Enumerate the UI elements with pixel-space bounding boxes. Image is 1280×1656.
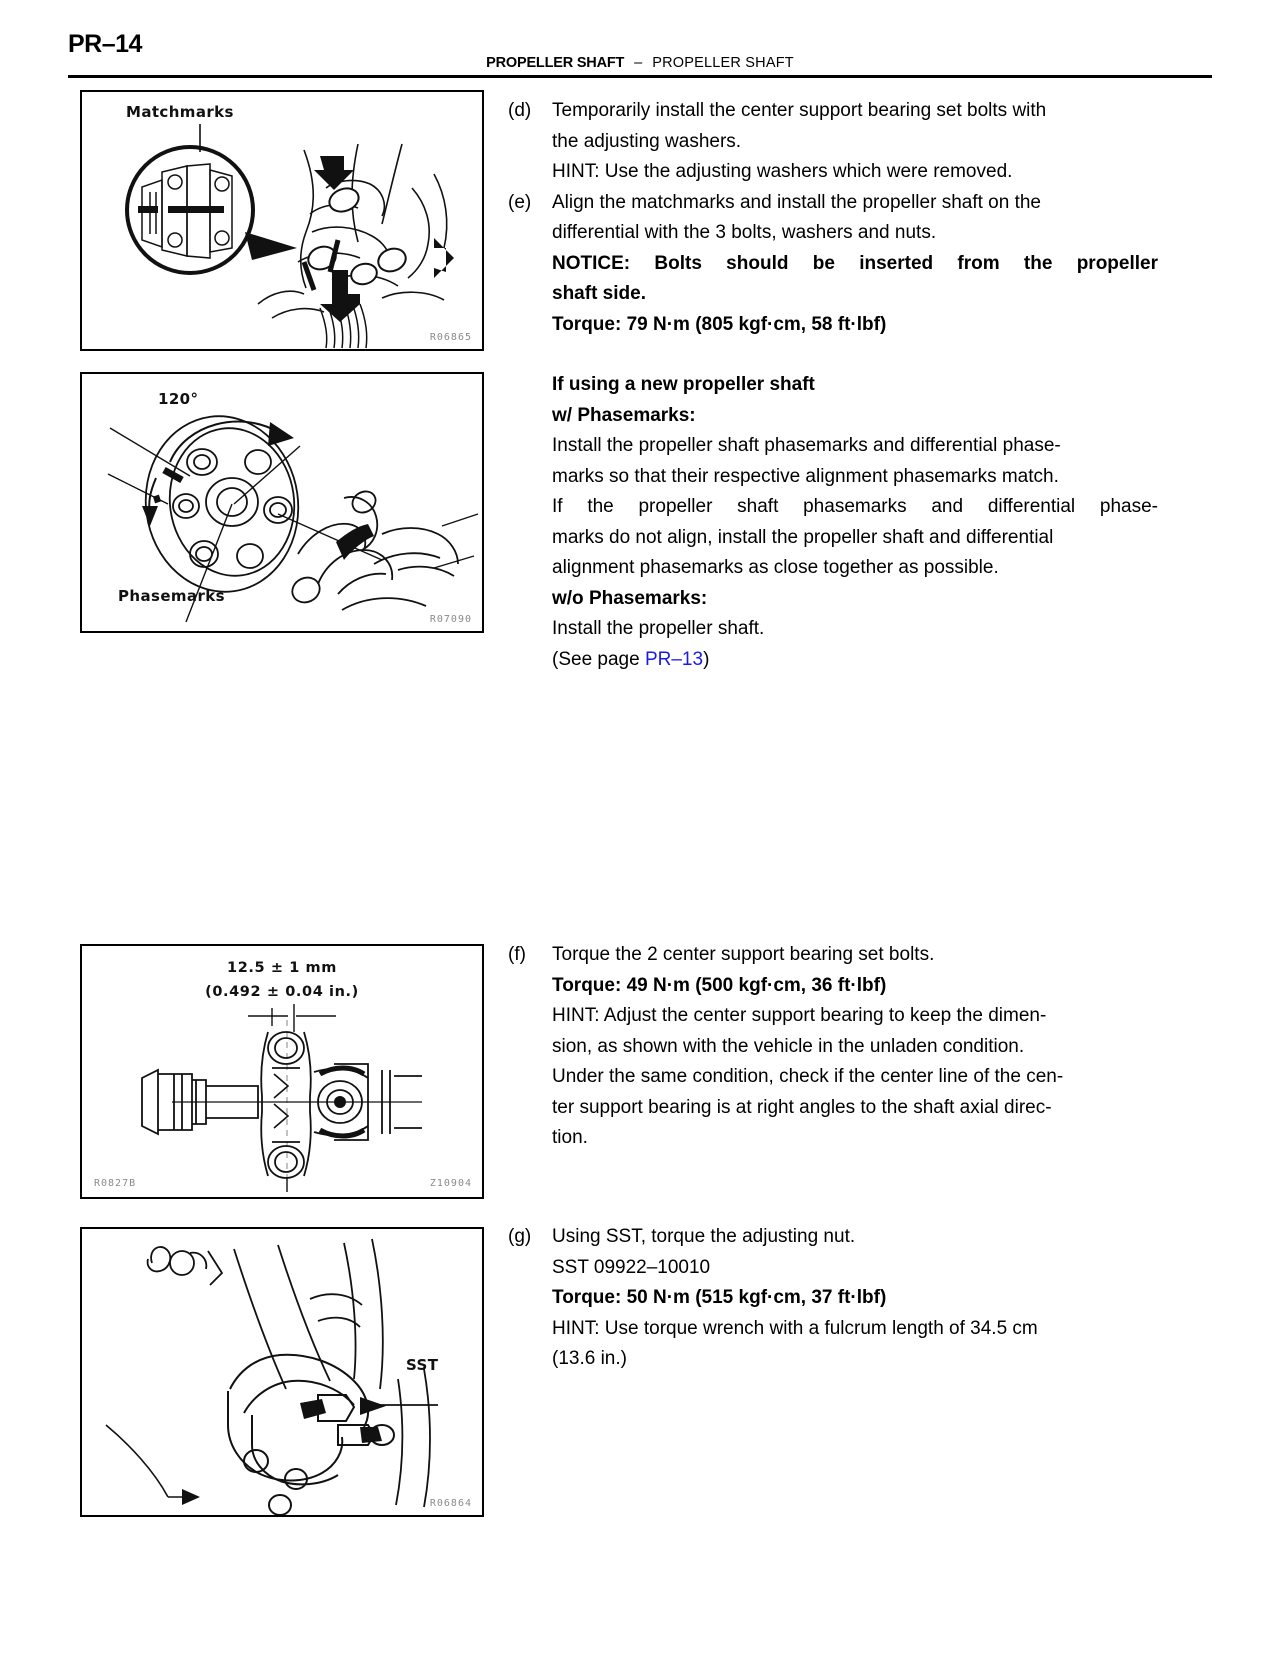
procedure-block-de — [508, 96, 1158, 340]
see-page-reference — [552, 645, 1158, 676]
procedure-block-g — [508, 1222, 1158, 1375]
sst-label: SST — [406, 1356, 439, 1374]
step-f-line4: Under the same condition, check if the center line of the cen- — [552, 1066, 1064, 1087]
dimension-imperial: (0.492 ± 0.04 in.) — [205, 984, 359, 1000]
step-d — [508, 96, 1158, 188]
step-f-line5: ter support bearing is at right angles to the shaft axial direc- — [552, 1096, 1052, 1118]
header-section-plain: PROPELLER SHAFT — [652, 55, 794, 71]
step-d-line1: Temporarily install the center support bearing set bolts with — [552, 100, 1047, 121]
see-page-prefix: (See page — [552, 648, 645, 670]
without-phasemarks-line1: Install the propeller shaft. — [552, 618, 765, 639]
see-page-suffix: ) — [703, 648, 710, 670]
step-f-line1: Torque the 2 center support bearing set bolts. — [552, 944, 935, 965]
new-shaft-heading: If using a new propeller shaft — [552, 374, 815, 395]
figure-phasemarks — [80, 372, 484, 633]
angle-label-120: 120° — [158, 390, 199, 408]
step-g-line2: HINT: Use torque wrench with a fulcrum length of 34.5 cm — [552, 1317, 1038, 1339]
step-f-line6: tion. — [552, 1127, 588, 1148]
with-phasemarks-line4: marks do not align, install the propeller shaft and differential — [552, 526, 1054, 548]
step-d-line3: HINT: Use the adjusting washers which were removed. — [552, 161, 1013, 182]
figure-code-dimension-right: Z10904 — [429, 1178, 472, 1189]
with-phasemarks-line1: Install the propeller shaft phasemarks and differential phase- — [552, 435, 1061, 456]
step-f — [508, 940, 1158, 1154]
with-phasemarks-subheading: w/ Phasemarks: — [552, 404, 696, 426]
matchmarks-illustration — [82, 92, 482, 349]
with-phasemarks-line5: alignment phasemarks as close together as possible. — [552, 557, 999, 578]
figure-code-phasemarks: R07090 — [429, 614, 472, 625]
with-phasemarks-line2: marks so that their respective alignment phasemarks match. — [552, 465, 1059, 487]
header-separator: – — [634, 55, 643, 71]
step-d-marker: (d) — [508, 100, 532, 121]
step-e-line1: Align the matchmarks and install the propeller shaft on the — [552, 191, 1041, 213]
dimension-metric: 12.5 ± 1 mm — [227, 960, 337, 976]
figure-code-matchmarks: R06865 — [429, 332, 472, 343]
with-phasemarks-line3: If the propeller shaft phasemarks and differential phase- — [552, 496, 1158, 517]
procedure-block-f — [508, 940, 1158, 1154]
step-e-line2: differential with the 3 bolts, washers and nuts. — [552, 222, 937, 243]
step-g-line3: (13.6 in.) — [552, 1348, 627, 1369]
step-g-line1: Using SST, torque the adjusting nut. — [552, 1226, 856, 1247]
figure-code-dimension-left: R0827B — [94, 1178, 137, 1189]
procedure-block-new-shaft — [508, 370, 1158, 675]
step-f-line3: sion, as shown with the vehicle in the unladen condition. — [552, 1035, 1025, 1057]
without-phasemarks-subheading: w/o Phasemarks: — [552, 587, 708, 609]
step-g-torque: Torque: 50 N·m (515 kgf·cm, 37 ft·lbf) — [552, 1287, 887, 1308]
see-page-link[interactable]: PR–13 — [644, 648, 704, 670]
step-e-notice-line2: shaft side. — [552, 283, 646, 304]
header-divider — [68, 75, 1212, 78]
step-f-line2: HINT: Adjust the center support bearing to keep the dimen- — [552, 1005, 1047, 1026]
figure-sst-adjusting-nut — [80, 1227, 484, 1517]
step-d-line2: the adjusting washers. — [552, 130, 742, 152]
phasemarks-label: Phasemarks — [118, 587, 225, 605]
matchmarks-label: Matchmarks — [126, 103, 234, 121]
figure-center-bearing-dimension — [80, 944, 484, 1199]
step-e-marker: (e) — [508, 191, 532, 213]
step-e — [508, 188, 1158, 341]
step-g-sst-number: SST 09922–10010 — [552, 1256, 711, 1278]
figure-matchmarks — [80, 90, 484, 351]
step-e-torque: Torque: 79 N·m (805 kgf·cm, 58 ft·lbf) — [552, 313, 887, 335]
step-g — [508, 1222, 1158, 1375]
step-e-notice-line1: NOTICE: Bolts should be inserted from the propeller — [552, 252, 1158, 274]
step-f-marker: (f) — [508, 944, 526, 965]
header-section-bold: PROPELLER SHAFT — [486, 55, 625, 71]
figure-code-sst: R06864 — [429, 1498, 472, 1509]
step-f-torque: Torque: 49 N·m (500 kgf·cm, 36 ft·lbf) — [552, 974, 887, 996]
header-title — [0, 55, 1280, 71]
step-g-marker: (g) — [508, 1226, 532, 1247]
page-number: PR–14 — [68, 30, 142, 58]
